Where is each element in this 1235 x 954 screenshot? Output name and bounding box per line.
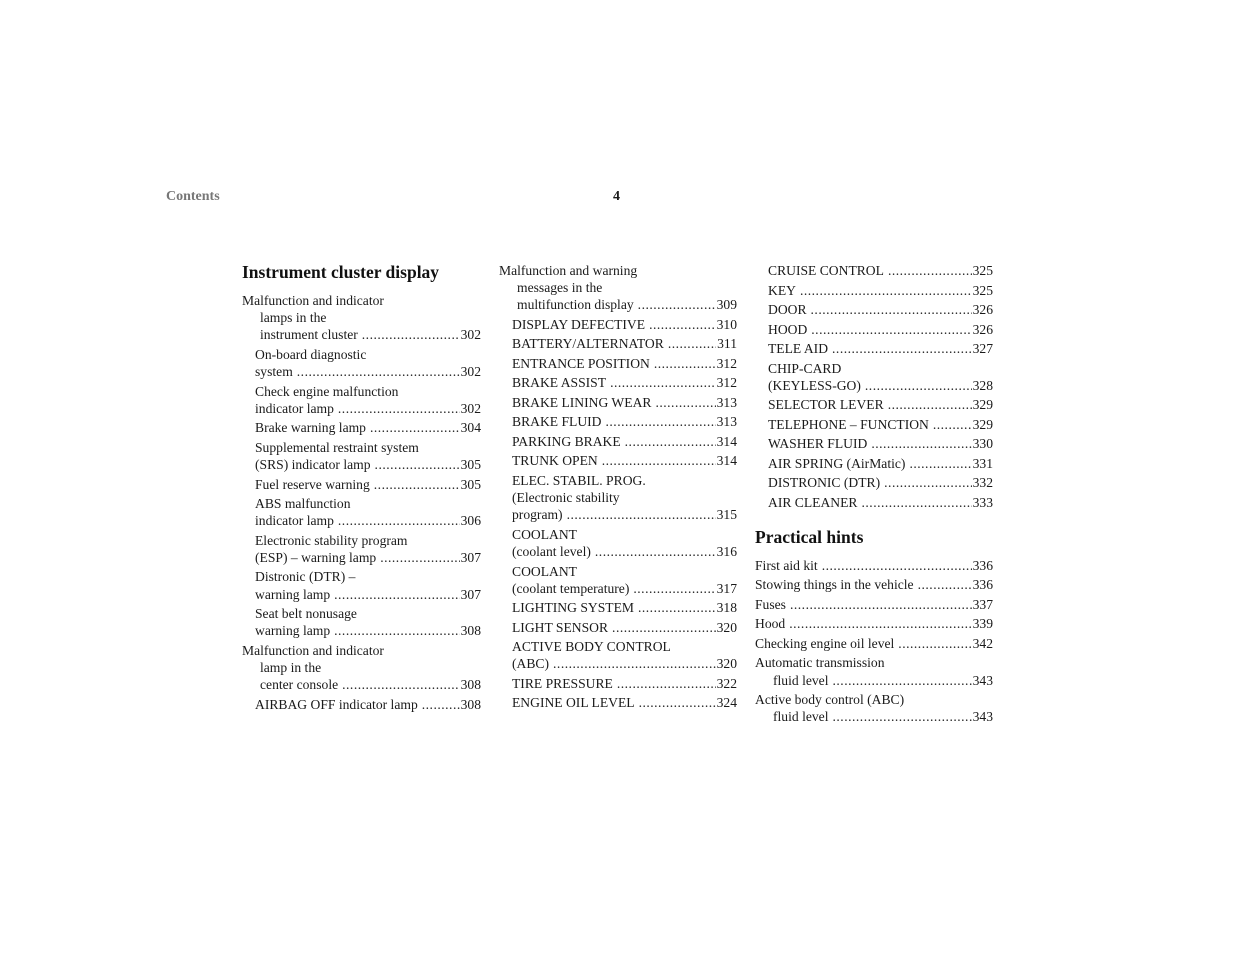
toc-page-number: 305	[460, 476, 481, 492]
dot-leader	[370, 419, 460, 436]
toc-page-number: 312	[716, 355, 737, 371]
toc-entry[interactable]	[499, 599, 737, 616]
dot-leader	[865, 377, 972, 394]
toc-entry[interactable]	[755, 396, 993, 413]
toc-entry[interactable]	[755, 321, 993, 338]
toc-entry[interactable]	[755, 360, 993, 394]
toc-page-number: 329	[972, 397, 993, 413]
toc-column-3	[755, 262, 993, 728]
toc-entry[interactable]	[755, 615, 993, 632]
toc-entry-label: LIGHT SENSOR	[512, 619, 609, 635]
toc-entry-label: HOOD	[768, 321, 808, 337]
dot-leader	[668, 335, 716, 352]
toc-entry-label: (SRS) indicator lamp	[255, 457, 371, 473]
toc-entry-line	[512, 694, 737, 711]
toc-entry-line	[242, 676, 481, 693]
toc-entry[interactable]	[755, 340, 993, 357]
toc-column-2	[499, 262, 737, 714]
toc-entry[interactable]	[242, 383, 481, 417]
toc-entry-label: instrument cluster	[260, 327, 358, 343]
toc-entry-label: PARKING BRAKE	[512, 433, 621, 449]
dot-leader	[811, 301, 972, 318]
toc-entry-label: AIRBAG OFF indicator lamp	[255, 696, 418, 712]
toc-entry-label: DOOR	[768, 302, 807, 317]
toc-entry-line	[512, 413, 737, 430]
toc-entry-line	[512, 452, 737, 469]
dot-leader	[375, 456, 460, 473]
toc-entry-line	[512, 655, 737, 672]
toc-entry[interactable]	[499, 374, 737, 391]
dot-leader	[567, 506, 716, 523]
toc-entry-label: AIR CLEANER	[768, 494, 858, 510]
toc-entry-line	[768, 340, 993, 357]
toc-entry-line	[755, 635, 993, 652]
toc-page-number: 339	[972, 616, 993, 632]
toc-entry-text: Automatic transmission	[755, 655, 885, 671]
toc-entry-line	[768, 377, 993, 394]
dot-leader	[297, 363, 460, 380]
toc-entry-label: indicator lamp	[255, 513, 334, 529]
toc-entry-line	[755, 672, 993, 689]
dot-leader	[871, 435, 971, 452]
toc-page-number: 313	[716, 394, 737, 410]
toc-entry[interactable]	[499, 355, 737, 372]
toc-entry-text: Electronic stability program	[255, 532, 408, 548]
dot-leader	[610, 374, 716, 391]
toc-page-number: 310	[716, 316, 737, 332]
toc-entry-label: Checking engine oil level	[755, 635, 895, 651]
toc-page-number: 308	[460, 623, 481, 639]
dot-leader	[362, 326, 460, 343]
dot-leader	[800, 282, 972, 299]
dot-leader	[334, 622, 459, 639]
toc-entry-label: First aid kit	[755, 557, 818, 573]
toc-entry[interactable]	[242, 476, 481, 493]
toc-entry[interactable]	[242, 346, 481, 380]
dot-leader	[884, 474, 971, 491]
toc-entry-label: BATTERY/ALTERNATOR	[512, 336, 664, 352]
toc-entry-line	[512, 619, 737, 636]
toc-entry-label: center console	[260, 677, 339, 693]
toc-entry[interactable]	[242, 532, 481, 566]
dot-leader	[649, 316, 716, 333]
toc-entry-line	[768, 301, 993, 318]
toc-entry-label: Stowing things in the vehicle	[755, 577, 914, 593]
toc-entry-label: multifunction display	[517, 297, 634, 313]
toc-entry[interactable]	[499, 413, 737, 430]
toc-entry-label: fluid level	[773, 672, 829, 688]
toc-entry-text: ELEC. STABIL. PROG.	[512, 472, 646, 488]
toc-entry[interactable]	[499, 433, 737, 450]
toc-entry-line	[768, 435, 993, 452]
toc-entry-text: Malfunction and warning	[499, 263, 638, 278]
toc-entry[interactable]	[755, 416, 993, 433]
toc-entry-line	[512, 394, 737, 411]
toc-entry-line	[255, 549, 481, 566]
toc-entry[interactable]	[755, 557, 993, 574]
toc-entry-line	[768, 262, 993, 279]
toc-page-number: 325	[972, 282, 993, 298]
toc-page-number: 327	[972, 341, 993, 356]
toc-entry[interactable]	[755, 596, 993, 613]
dot-leader	[833, 672, 972, 689]
toc-page-number: 337	[972, 596, 993, 612]
section-title-practical-hints: Practical hints	[755, 526, 864, 547]
toc-entry-label: DISTRONIC (DTR)	[768, 475, 881, 491]
toc-page-number: 343	[972, 672, 993, 688]
dot-leader	[338, 512, 460, 529]
toc-entry-line	[255, 512, 481, 529]
toc-page-number: 320	[716, 656, 737, 672]
toc-entry-text: Distronic (DTR) –	[255, 569, 356, 585]
toc-entry-line	[255, 363, 481, 380]
toc-entry[interactable]	[499, 394, 737, 411]
dot-leader	[822, 557, 972, 574]
toc-page-number: 326	[972, 302, 993, 317]
toc-entry[interactable]	[242, 419, 481, 436]
dot-leader	[638, 599, 716, 616]
toc-entry[interactable]	[499, 526, 737, 560]
toc-page-number: 320	[716, 619, 737, 635]
dot-leader	[918, 576, 972, 593]
toc-entry-text: CHIP-CARD	[768, 360, 842, 376]
toc-entry-line	[255, 419, 481, 436]
dot-leader	[862, 494, 972, 511]
toc-entry-label: BRAKE LINING WEAR	[512, 394, 652, 410]
toc-entry-label: indicator lamp	[255, 400, 334, 416]
toc-entry-text: Active body control (ABC)	[755, 692, 905, 708]
toc-entry-line	[768, 494, 993, 511]
toc-entry-text: (Electronic stability	[512, 490, 620, 506]
toc-page-number: 336	[972, 557, 993, 573]
toc-page-number: 307	[460, 549, 481, 565]
toc-entry-text: ACTIVE BODY CONTROL	[512, 639, 671, 655]
toc-page-number: 313	[716, 414, 737, 430]
dot-leader	[374, 476, 460, 493]
toc-page-number: 322	[716, 675, 737, 691]
toc-entry[interactable]	[499, 638, 737, 672]
toc-entry-label: Hood	[755, 616, 786, 632]
toc-entry[interactable]	[755, 576, 993, 593]
toc-page-number: 306	[460, 513, 481, 529]
toc-entry[interactable]	[499, 694, 737, 711]
toc-entry-line	[768, 282, 993, 299]
toc-entry-text: Malfunction and indicator	[242, 293, 384, 308]
toc-page-number: 325	[972, 263, 993, 278]
dot-leader	[655, 394, 715, 411]
toc-entry-line	[512, 355, 737, 372]
toc-page-number: 315	[716, 507, 737, 523]
toc-entry[interactable]	[755, 282, 993, 299]
dot-leader	[654, 355, 716, 372]
dot-leader	[606, 413, 716, 430]
toc-page-number: 332	[972, 475, 993, 491]
toc-entry[interactable]	[755, 435, 993, 452]
dot-leader	[789, 615, 971, 632]
toc-entry-line	[255, 400, 481, 417]
toc-entry-label: TELEPHONE – FUNCTION	[768, 416, 929, 432]
dot-leader	[639, 694, 716, 711]
dot-leader	[633, 580, 715, 597]
toc-page-number: 343	[972, 709, 993, 725]
toc-entry-line	[755, 615, 993, 632]
toc-entry-text: lamp in the	[260, 660, 322, 676]
toc-entry-label: BRAKE ASSIST	[512, 375, 607, 391]
toc-entry-label: TELE AID	[768, 341, 829, 356]
toc-entry-label: ENGINE OIL LEVEL	[512, 695, 635, 711]
toc-entry-line	[755, 576, 993, 593]
toc-entry-line	[512, 675, 737, 692]
dot-leader	[790, 596, 972, 613]
toc-page-number: 316	[716, 544, 737, 560]
dot-leader	[898, 635, 971, 652]
toc-entry[interactable]	[242, 292, 481, 344]
toc-page-number: 314	[716, 433, 737, 449]
toc-entry-line	[255, 622, 481, 639]
toc-entry-line	[512, 506, 737, 523]
toc-entry-line	[512, 580, 737, 597]
dot-leader	[602, 452, 716, 469]
toc-entry-label: (ESP) – warning lamp	[255, 549, 377, 565]
toc-page-number: 342	[972, 635, 993, 651]
toc-entry[interactable]	[499, 675, 737, 692]
toc-entry-text: Malfunction and indicator	[242, 642, 384, 658]
page-number: 4	[613, 189, 620, 204]
toc-page-number: 317	[716, 580, 737, 596]
toc-page-number: 324	[716, 695, 737, 711]
dot-leader	[625, 433, 716, 450]
toc-page-number: 318	[716, 600, 737, 616]
toc-entry-line	[255, 586, 481, 603]
toc-entry-line	[768, 321, 993, 338]
toc-entry-text: Check engine malfunction	[255, 383, 399, 399]
toc-entry-label: WASHER FLUID	[768, 436, 868, 452]
toc-entry-text: On-board diagnostic	[255, 346, 367, 362]
toc-entry-line	[512, 543, 737, 560]
toc-page-number: 305	[460, 457, 481, 473]
toc-entry-line	[768, 474, 993, 491]
toc-entry-label: BRAKE FLUID	[512, 414, 602, 430]
toc-entry-label: program)	[512, 507, 563, 523]
toc-entry-line	[255, 456, 481, 473]
dot-leader	[334, 586, 459, 603]
toc-entry-line	[512, 316, 737, 333]
toc-entry-line	[499, 296, 737, 313]
toc-page-number: 333	[972, 494, 993, 510]
dot-leader	[595, 543, 716, 560]
header-section-label: Contents	[166, 189, 220, 204]
dot-leader	[888, 262, 972, 279]
toc-entry-line	[768, 455, 993, 472]
toc-page-number: 314	[716, 453, 737, 469]
toc-entry-list	[755, 557, 993, 726]
toc-entry-line	[512, 374, 737, 391]
toc-page-number: 309	[716, 297, 737, 313]
toc-entry-label: (coolant temperature)	[512, 580, 630, 596]
toc-entry-label: KEY	[768, 282, 796, 298]
toc-page-number: 308	[460, 696, 481, 712]
toc-entry[interactable]	[499, 316, 737, 333]
toc-page-number: 329	[972, 416, 993, 432]
dot-leader	[422, 696, 460, 713]
toc-entry[interactable]	[755, 301, 993, 318]
toc-entry-text: lamps in the	[260, 310, 327, 326]
toc-entry-label: system	[255, 364, 293, 380]
toc-entry-list	[755, 262, 993, 511]
toc-entry[interactable]	[499, 563, 737, 597]
toc-entry-text: messages in the	[517, 280, 603, 296]
toc-entry-text: Supplemental restraint system	[255, 439, 419, 455]
toc-entry-list	[499, 262, 737, 712]
toc-entry-label: Fuses	[755, 596, 786, 612]
toc-page-number: 326	[972, 321, 993, 337]
toc-page-number: 336	[972, 577, 993, 593]
toc-entry[interactable]	[499, 335, 737, 352]
toc-column-1	[242, 262, 481, 715]
toc-entry-label: (KEYLESS-GO)	[768, 377, 861, 393]
toc-entry-label: (coolant level)	[512, 544, 591, 560]
toc-page-number: 302	[460, 327, 481, 343]
dot-leader	[612, 619, 716, 636]
dot-leader	[909, 455, 971, 472]
toc-page-number: 331	[972, 455, 993, 471]
dot-leader	[832, 340, 972, 357]
toc-entry[interactable]	[755, 654, 993, 688]
toc-entry[interactable]	[499, 262, 737, 314]
toc-entry-line	[768, 416, 993, 433]
toc-entry[interactable]	[755, 455, 993, 472]
toc-page-number: 308	[460, 677, 481, 693]
toc-entry[interactable]	[499, 452, 737, 469]
toc-entry-text: ABS malfunction	[255, 496, 351, 512]
toc-entry-label: Brake warning lamp	[255, 420, 366, 436]
toc-entry-label: SELECTOR LEVER	[768, 397, 884, 413]
toc-entry-label: TRUNK OPEN	[512, 453, 598, 469]
toc-entry[interactable]	[242, 495, 481, 529]
toc-entry-line	[512, 433, 737, 450]
toc-entry[interactable]	[242, 439, 481, 473]
toc-entry-label: ENTRANCE POSITION	[512, 355, 650, 371]
toc-entry-text: Seat belt nonusage	[255, 606, 357, 622]
toc-page-number: 330	[972, 436, 993, 452]
toc-entry[interactable]	[755, 262, 993, 279]
toc-entry-text: COOLANT	[512, 526, 577, 542]
toc-entry[interactable]	[755, 635, 993, 652]
toc-entry-label: warning lamp	[255, 586, 331, 602]
toc-page-number: 312	[716, 375, 737, 391]
toc-entry-label: fluid level	[773, 709, 829, 725]
toc-entry-label: AIR SPRING (AirMatic)	[768, 455, 906, 471]
toc-entry[interactable]	[242, 696, 481, 713]
dot-leader	[638, 296, 716, 313]
dot-leader	[380, 549, 459, 566]
toc-page-number: 302	[460, 364, 481, 380]
toc-entry[interactable]	[755, 494, 993, 511]
toc-page-number: 311	[717, 336, 737, 352]
toc-entry[interactable]	[242, 605, 481, 639]
toc-entry-line	[255, 476, 481, 493]
section-title-instrument-cluster: Instrument cluster display	[242, 262, 440, 282]
toc-entry-line	[755, 708, 993, 725]
toc-page-number: 328	[972, 377, 993, 393]
dot-leader	[811, 321, 971, 338]
toc-page-number: 307	[460, 586, 481, 602]
toc-entry[interactable]	[499, 472, 737, 524]
dot-leader	[553, 655, 716, 672]
toc-entry-label: CRUISE CONTROL	[768, 263, 884, 278]
dot-leader	[342, 676, 459, 693]
toc-entry-label: LIGHTING SYSTEM	[512, 600, 634, 616]
toc-entry-line	[768, 396, 993, 413]
toc-entry[interactable]	[242, 568, 481, 602]
toc-entry-label: Fuel reserve warning	[255, 476, 370, 492]
dot-leader	[338, 400, 460, 417]
toc-entry-line	[755, 557, 993, 574]
toc-entry[interactable]	[755, 691, 993, 725]
toc-entry-list	[242, 292, 481, 713]
toc-entry-label: TIRE PRESSURE	[512, 675, 613, 691]
toc-page-number: 302	[460, 400, 481, 416]
dot-leader	[933, 416, 972, 433]
dot-leader	[833, 708, 972, 725]
toc-entry-label: warning lamp	[255, 623, 331, 639]
toc-entry-label: DISPLAY DEFECTIVE	[512, 316, 646, 332]
toc-page-number: 304	[460, 420, 481, 436]
toc-entry-label: (ABC)	[512, 656, 550, 672]
toc-entry-line	[512, 335, 737, 352]
dot-leader	[617, 675, 716, 692]
toc-entry[interactable]	[499, 619, 737, 636]
toc-entry[interactable]	[242, 642, 481, 694]
toc-entry-line	[512, 599, 737, 616]
toc-entry-line	[242, 326, 481, 343]
toc-entry-text: COOLANT	[512, 563, 577, 579]
toc-entry-line	[255, 696, 481, 713]
dot-leader	[888, 396, 972, 413]
toc-entry-line	[755, 596, 993, 613]
toc-entry[interactable]	[755, 474, 993, 491]
